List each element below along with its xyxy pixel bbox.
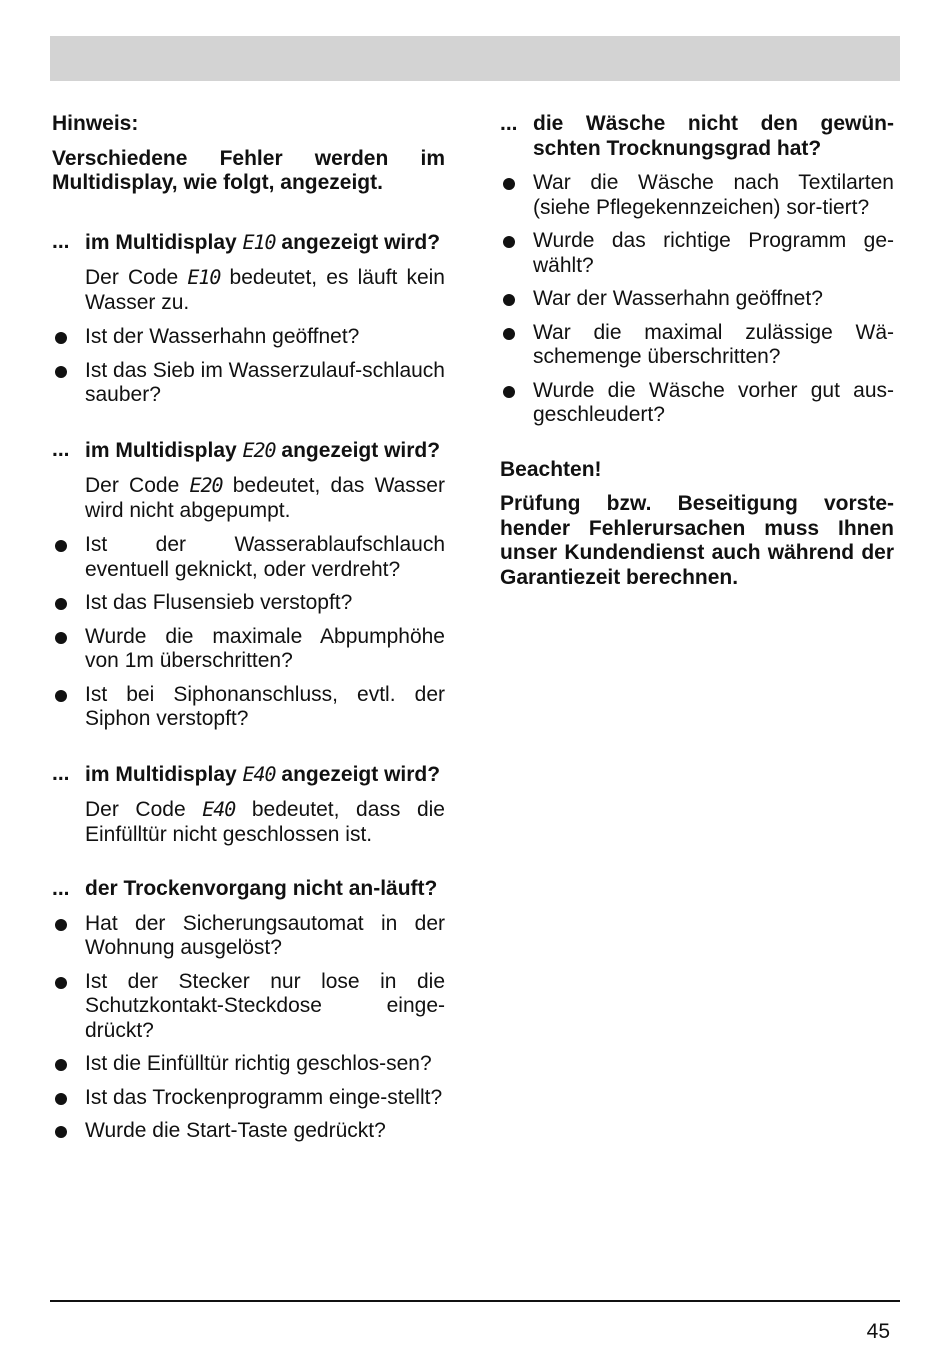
footer-rule	[50, 1300, 900, 1302]
list-item	[500, 229, 894, 278]
description-e20	[85, 473, 445, 523]
ellipsis: ...	[52, 437, 70, 461]
bullet-icon	[52, 1119, 85, 1144]
ellipsis: ...	[52, 877, 70, 900]
page-number: 45	[866, 1320, 890, 1343]
list-item-text: Ist das Trockenprogramm einge-stellt?	[85, 1085, 443, 1109]
list-item	[500, 379, 894, 428]
question-e10	[52, 230, 445, 256]
question-text: im Multidisplay	[85, 762, 237, 786]
question-text: im Multidisplay	[85, 230, 237, 254]
bullet-icon	[500, 229, 533, 278]
list-item-text: War die maximal zulässige Wä-schemenge überschritten?	[533, 320, 894, 368]
bullet-icon	[52, 970, 85, 1044]
list-item	[52, 970, 445, 1044]
list-item-text: Ist der Stecker nur lose in die Schutzkontakt-Steckdose einge-drückt?	[85, 969, 445, 1042]
question-dryness	[500, 112, 894, 161]
list-item	[52, 325, 445, 350]
description-text: bedeutet, dass die Einfülltür nicht geschlossen ist.	[85, 798, 445, 846]
description-e10	[85, 265, 445, 315]
bullet-icon	[52, 591, 85, 616]
list-item	[52, 912, 445, 961]
list-item-text: Ist das Sieb im Wasserzulauf-schlauch sauber?	[85, 358, 445, 406]
section-e40	[52, 762, 445, 848]
section-e20	[52, 438, 445, 732]
description-text: bedeutet, das Wasser wird nicht abgepumpt.	[85, 474, 445, 522]
list-item	[52, 625, 445, 674]
ellipsis: ...	[52, 229, 70, 253]
bullet-icon	[500, 379, 533, 428]
bullet-icon	[52, 359, 85, 408]
description-text: Der Code	[85, 266, 179, 289]
section-drying	[52, 877, 445, 1144]
bullet-icon	[500, 287, 533, 312]
attention-label: Beachten!	[500, 457, 602, 481]
question-text: angezeigt wird?	[281, 762, 441, 786]
section-e10	[52, 230, 445, 408]
error-code-e20: E20	[189, 473, 223, 497]
error-code-e20: E20	[242, 437, 276, 462]
note-label: Hinweis:	[52, 112, 139, 135]
left-column	[52, 112, 445, 1153]
ellipsis: ...	[500, 112, 518, 135]
list-item	[52, 533, 445, 582]
bullet-icon	[500, 171, 533, 220]
list-item-text: Ist das Flusensieb verstopft?	[85, 591, 353, 614]
list-item	[52, 1052, 445, 1077]
error-code-e10: E10	[242, 229, 276, 254]
description-text: Der Code	[85, 798, 186, 821]
bullet-icon	[52, 683, 85, 732]
ellipsis: ...	[52, 761, 70, 785]
list-item-text: War die Wäsche nach Textilarten (siehe Pflegekennzeichen) sor-tiert?	[533, 171, 894, 219]
question-text: angezeigt wird?	[281, 230, 441, 254]
bullet-icon	[52, 625, 85, 674]
bullet-icon	[52, 1086, 85, 1111]
error-code-e40: E40	[202, 797, 236, 821]
list-item-text: Wurde die Wäsche vorher gut aus-geschleudert?	[533, 378, 894, 426]
list-item-text: Hat der Sicherungsautomat in der Wohnung ausgelöst?	[85, 911, 445, 959]
list-item-text: Wurde das richtige Programm ge-wählt?	[533, 229, 894, 277]
checklist-e20	[52, 533, 445, 732]
list-item-text: Ist der Wasserhahn geöffnet?	[85, 325, 360, 348]
bullet-icon	[52, 1052, 85, 1077]
error-code-e10: E10	[187, 265, 221, 289]
bullet-icon	[500, 321, 533, 370]
list-item-text: Ist der Wasserablaufschlauch eventuell geknickt, oder verdreht?	[85, 533, 445, 581]
list-item	[500, 171, 894, 220]
checklist-e10	[52, 325, 445, 408]
question-text: im Multidisplay	[85, 438, 237, 462]
attention-text: Prüfung bzw. Beseitigung vorste-hender Fehlerursachen muss Ihnen unser Kundendienst auch während der Garantiezeit berechnen.	[500, 492, 894, 589]
section-dryness	[500, 112, 894, 428]
description-e40	[85, 797, 445, 847]
header-bar	[50, 36, 900, 81]
description-text: Der Code	[85, 474, 180, 497]
checklist-drying	[52, 912, 445, 1144]
question-text: angezeigt wird?	[281, 438, 441, 462]
question-e20	[52, 438, 445, 464]
note-text: Verschiedene Fehler werden im Multidisplay, wie folgt, angezeigt.	[52, 146, 445, 194]
list-item	[52, 1086, 445, 1111]
list-item	[52, 591, 445, 616]
right-column	[500, 112, 894, 590]
list-item	[52, 1119, 445, 1144]
list-item-text: War der Wasserhahn geöffnet?	[533, 287, 823, 310]
bullet-icon	[52, 912, 85, 961]
list-item-text: Ist die Einfülltür richtig geschlos-sen?	[85, 1052, 432, 1075]
list-item	[52, 359, 445, 408]
bullet-icon	[52, 533, 85, 582]
question-text: der Trockenvorgang nicht an-läuft?	[85, 877, 438, 900]
list-item	[52, 683, 445, 732]
list-item-text: Ist bei Siphonanschluss, evtl. der Siphon verstopft?	[85, 682, 445, 730]
description-text: bedeutet, es läuft kein Wasser zu.	[85, 266, 445, 314]
list-item-text: Wurde die maximale Abpumphöhe von 1m überschritten?	[85, 624, 445, 672]
question-drying	[52, 877, 445, 902]
list-item	[500, 287, 894, 312]
list-item-text: Wurde die Start-Taste gedrückt?	[85, 1119, 386, 1142]
list-item	[500, 321, 894, 370]
bullet-icon	[52, 325, 85, 350]
checklist-dryness	[500, 171, 894, 428]
error-code-e40: E40	[242, 761, 276, 786]
question-e40	[52, 762, 445, 788]
question-text: die Wäsche nicht den gewün-schten Trocknungsgrad hat?	[533, 112, 894, 160]
